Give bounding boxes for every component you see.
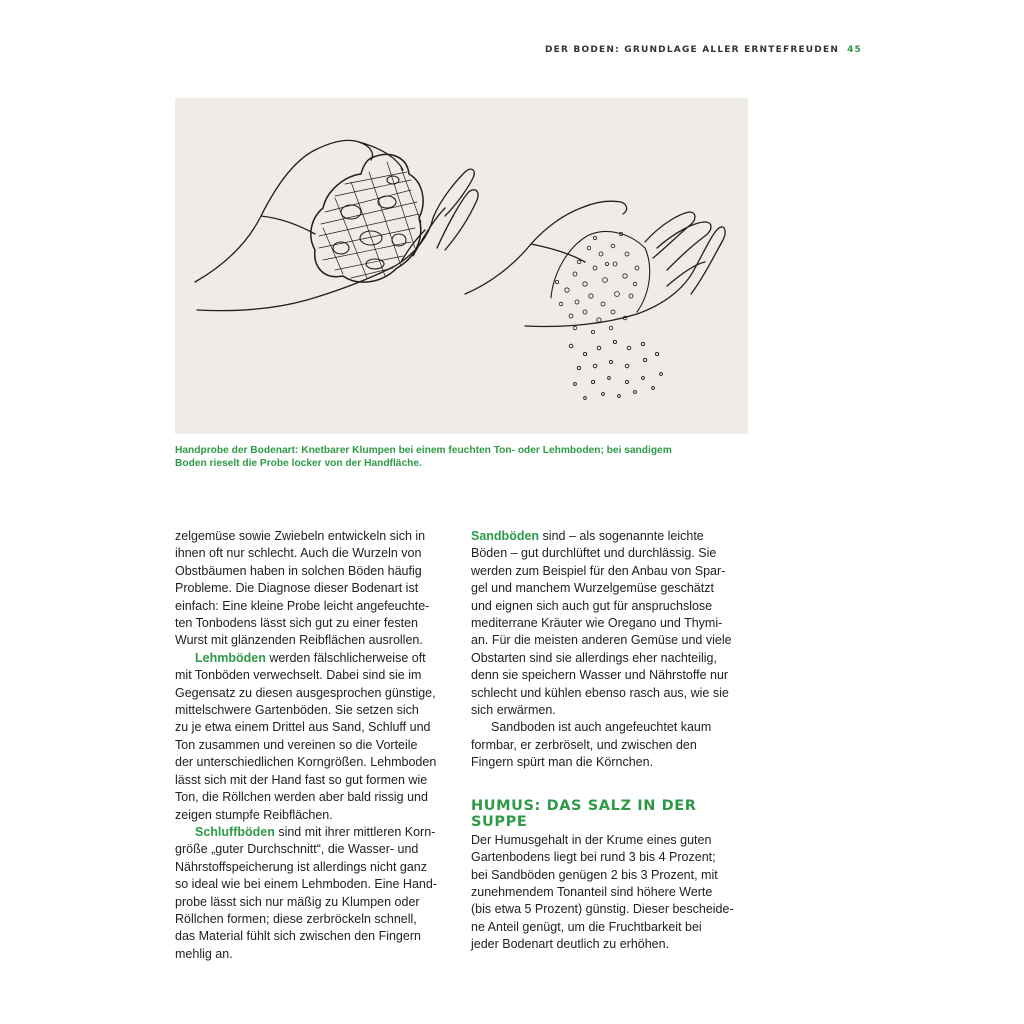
text-line: Obstarten sind sie allerdings eher nachteilig, [471,650,717,665]
text-line [471,528,751,545]
text-line: Wurst mit glänzenden Reibflächen ausrollen. [175,633,423,648]
falling-sand-grains [569,340,662,399]
running-header [545,45,862,55]
text-line: werden zum Beispiel für den Anbau von Spar- [471,563,726,578]
text-line: schlecht und kühlen ebenso rasch aus, wie sie [471,685,729,700]
text-line: Fingern spürt man die Körnchen. [471,755,654,770]
running-title: DER BODEN: GRUNDLAGE ALLER ERNTEFREUDEN [544,45,840,55]
keyword-lehmboeden: Lehmböden [195,650,266,665]
text-fragment: sind – als sogenannte leichte [539,529,704,543]
right-text-column [471,528,751,954]
sand-heap [551,232,650,334]
text-line: (bis etwa 5 Prozent) günstig. Dieser bescheide- [471,902,734,917]
right-hand-outline [465,201,725,326]
text-line: und eignen sich auch gut für anspruchslose [471,598,713,613]
text-line: mit Tonböden verwechselt. Dabei sind sie im [175,668,422,683]
left-text-column [175,528,455,963]
paragraph-sandboden-formbar [471,719,751,771]
hands-drawing [175,98,748,434]
heading-line: SUPPE [471,813,528,830]
keyword-sandboeden: Sandböden [471,529,540,543]
paragraph-tonboden [175,528,455,650]
text-line: größe „guter Durchschnitt“, die Wasser- und [175,842,419,857]
text-line: einfach: Eine kleine Probe leicht angefeuchte- [175,598,430,613]
text-line: zelgemüse sowie Zwiebeln entwickeln sich in [175,529,426,543]
keyword-schluffboeden: Schluffböden [195,824,275,839]
text-line: probe lässt sich nur mäßig zu Klumpen oder [175,894,420,909]
text-line: Ton zusammen und vereinen so die Vorteile [175,737,418,752]
text-line: Gegensatz zu diesen ausgesprochen günstige, [175,685,436,700]
text-line: ne Anteil genügt, um die Fruchtbarkeit bei [471,919,702,934]
text-line: Nährstoffspeicherung ist allerdings nicht ganz [175,859,427,874]
text-line: ihnen oft nur schlecht. Auch die Wurzeln von [175,546,422,561]
text-line: zu je etwa einem Drittel aus Sand, Schluff und [175,720,431,735]
text-line: bei Sandböden genügen 2 bis 3 Prozent, mit [471,867,718,882]
text-line: formbar, er zerbröselt, und zwischen den [471,737,697,752]
figure-caption [175,444,748,470]
text-line: zeigen stumpfe Reibflächen. [175,807,333,822]
text-line: gel und manchem Wurzelgemüse geschätzt [471,581,714,596]
text-line: Böden – gut durchlüftet und durchlässig. Sie [471,546,717,561]
text-line: Gartenbodens liegt bei rund 3 bis 4 Prozent; [471,850,716,865]
paragraph-humus [471,832,751,954]
text-line: mediterrane Kräuter wie Oregano und Thymi- [471,616,723,631]
soil-hand-test-illustration [175,98,748,434]
left-hand-outline [195,140,478,310]
text-line: Ton, die Röllchen werden aber bald rissig und [175,790,428,805]
clay-clump [311,155,423,283]
page-number: 45 [847,45,862,55]
text-line [175,824,455,841]
text-line: Röllchen formen; diese zerbröckeln schnell, [175,911,417,926]
caption-line: Boden rieselt die Probe locker von der Handfläche. [175,458,422,469]
text-line: mehlig an. [175,946,233,961]
text-line: Obstbäumen haben in solchen Böden häufig [175,563,422,578]
text-line: Sandboden ist auch angefeuchtet kaum [491,720,712,735]
text-line: an. Für die meisten anderen Gemüse und viele [471,633,732,648]
section-heading-humus [471,798,751,830]
text-line: mittelschwere Gartenböden. Sie setzen sich [175,703,419,718]
text-line: lässt sich mit der Hand fast so gut formen wie [175,772,428,787]
text-line [175,650,455,667]
text-line: Der Humusgehalt in der Krume eines guten [471,832,712,847]
text-line: ten Tonbodens lässt sich gut zu einer festen [175,616,418,631]
text-fragment: sind mit ihrer mittleren Korn- [274,824,436,839]
paragraph-sandboeden [471,528,751,719]
paragraph-schluffboeden [175,824,455,963]
text-line: so ideal wie bei einem Lehmboden. Eine Hand- [175,877,437,892]
text-line: zunehmendem Tonanteil sind höhere Werte [471,884,713,899]
text-line: der unterschiedlichen Korngrößen. Lehmboden [175,755,437,770]
text-line: jeder Bodenart deutlich zu erhöhen. [471,937,670,952]
caption-line: Handprobe der Bodenart: Knetbarer Klumpen bei einem feuchten Ton- oder Lehmboden; bei sandigem [175,445,672,456]
text-line: Probleme. Die Diagnose dieser Bodenart ist [175,581,419,596]
text-line: das Material fühlt sich zwischen den Fingern [175,929,421,944]
text-line: denn sie speichern Wasser und Nährstoffe nur [471,668,729,683]
text-fragment: werden fälschlicherweise oft [265,650,426,665]
text-line: sich erwärmen. [471,703,556,718]
paragraph-lehmboeden [175,650,455,824]
heading-line: HUMUS: DAS SALZ IN DER [471,797,697,814]
